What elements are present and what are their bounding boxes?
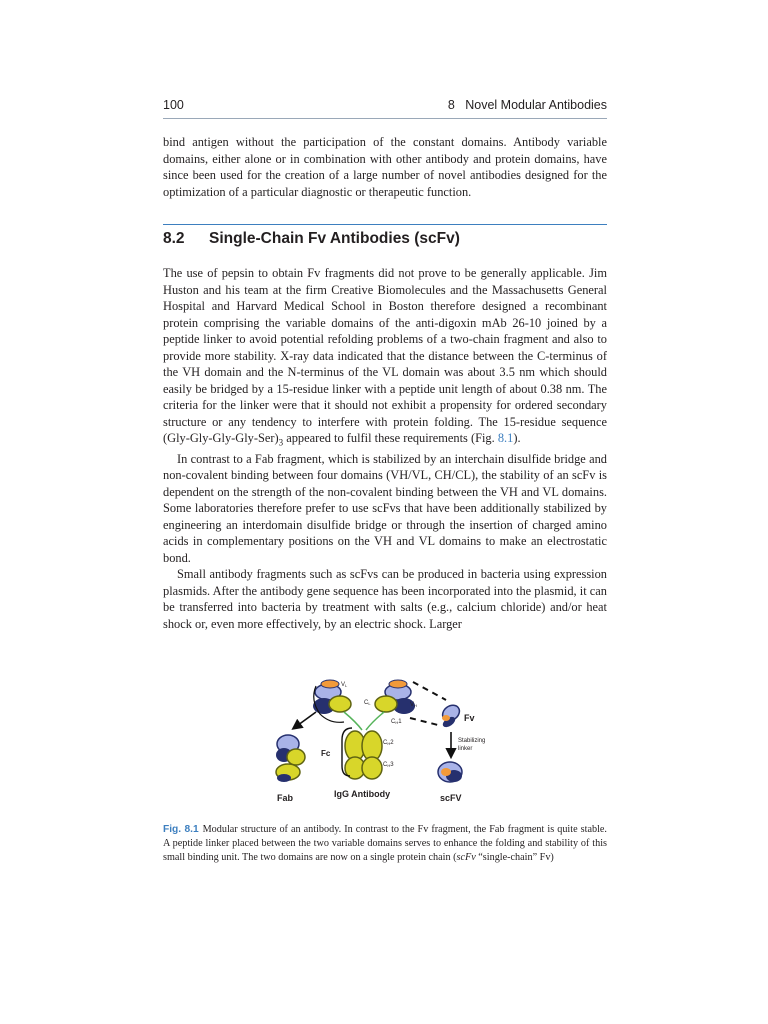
hinge-region (344, 712, 384, 730)
paragraph-3: Small antibody fragments such as scFvs can be produced in bacteria using expression plasmids. After the antibody gene sequence has been incorporated into the plasmid, it can be transferred into bacteria by treatment with salts (e.g., calcium chloride) and/or heat shock or, even more effectively, by an electric shock. Larger (163, 567, 607, 631)
caption-label: Fig. 8.1 (163, 824, 199, 835)
ch2-label: CH2 (383, 740, 394, 746)
linker-label: linker (458, 746, 473, 752)
fab-label: Fab (277, 793, 294, 803)
cl-label: CL (364, 700, 371, 706)
figure-caption (163, 823, 607, 865)
stabilizing-label: Stabilizing (458, 738, 486, 744)
fab-arrow (294, 712, 316, 728)
ch3-label: CH3 (383, 762, 394, 768)
fv-fragment (440, 702, 463, 729)
paragraph-1-text: The use of pepsin to obtain Fv fragments did not prove to be generally applicable. Jim Huston and his team at the firm Creative Biomolecules and the Massachusetts General Hospital and Harvard Medical School in Boston therefore designed a recombinant protein comprising the variable domains of the anti-digoxin mAb 26-10 joined by a peptide linker to avoid potential refolding problems of a two-chain fragment and also to provide more stability. X-ray data indicated that the distance between the C-terminus of the VH domain and the N-terminus of the VL domain was about 3.5 nm which should easily be bridged by a 15-residue linker with a peptide unit length of about 0.38 nm. The criteria for the linker were that it should not exhibit a propensity for ordered secondary structure or any tendency to interfere with protein folding. The 15-residue sequence (Gly-Gly-Gly-Gly-Ser) (163, 266, 607, 445)
section-body (163, 265, 607, 632)
fc-region (345, 731, 382, 779)
intro-paragraph: bind antigen without the participation of the constant domains. Antibody variable domains, either alone or in combination with other antibody and protein domains, have since been used for the creation of a large number of novel antibodies designed for the optimization of a particular diagnostic or therapeutic function. (163, 135, 607, 199)
chapter-title: 8 Novel Modular Antibodies (447, 98, 607, 112)
section-title: Single-Chain Fv Antibodies (scFv) (209, 230, 460, 247)
vl-label: VL (341, 682, 348, 688)
paragraph-1-subscript: 3 (278, 437, 284, 448)
scfv-label: scFV (440, 793, 462, 803)
section-rule (163, 224, 607, 225)
fc-label: Fc (321, 749, 331, 758)
antibody-figure (260, 668, 500, 818)
running-header (163, 98, 607, 114)
paragraph-1 (163, 265, 607, 451)
igg-right-fab-arm (375, 680, 415, 714)
header-rule (163, 118, 607, 119)
scfv-fragment (438, 762, 462, 782)
fv-dashed-bottom (410, 718, 442, 726)
paragraph-1-mid: appeared to fulfil these requirements (Fig. (283, 431, 498, 445)
fv-dashed-top (413, 682, 446, 700)
caption-end: “single-chain” Fv) (475, 852, 554, 863)
ch1-label: CH1 (391, 719, 402, 725)
paragraph-2: In contrast to a Fab fragment, which is stabilized by an interchain disulfide bridge and non-covalent binding between four domains (VH/VL, CH/CL), the stability of an scFv is dependent on the strength of the non-covalent binding between the VH and VL domains. Some laboratories therefore prefer to use scFvs that have been additionally stabilized by engineering an interdomain disulfide bridge or through the insertion of charged amino acids in complementary positions on the VH and VL domains to make an electrostatic bond. (163, 451, 607, 565)
paragraph-1-end: ). (513, 431, 521, 445)
figure-ref-link[interactable]: 8.1 (497, 431, 514, 445)
page-number: 100 (163, 98, 184, 112)
igg-label: IgG Antibody (334, 789, 391, 799)
section-number: 8.2 (163, 230, 185, 247)
caption-text: Modular structure of an antibody. In contrast to the Fv fragment, the Fab fragment is quite stable. A peptide linker placed between the two variable domains serves to enhance the folding and stability of this small binding unit. The two domains are now on a single protein chain ( (163, 824, 607, 863)
intro-block (163, 134, 607, 200)
fab-fragment (276, 735, 305, 782)
fv-label: Fv (464, 713, 475, 723)
caption-italic: scFv (456, 852, 476, 863)
vh-label: VH (410, 702, 417, 708)
section-heading (163, 230, 607, 248)
